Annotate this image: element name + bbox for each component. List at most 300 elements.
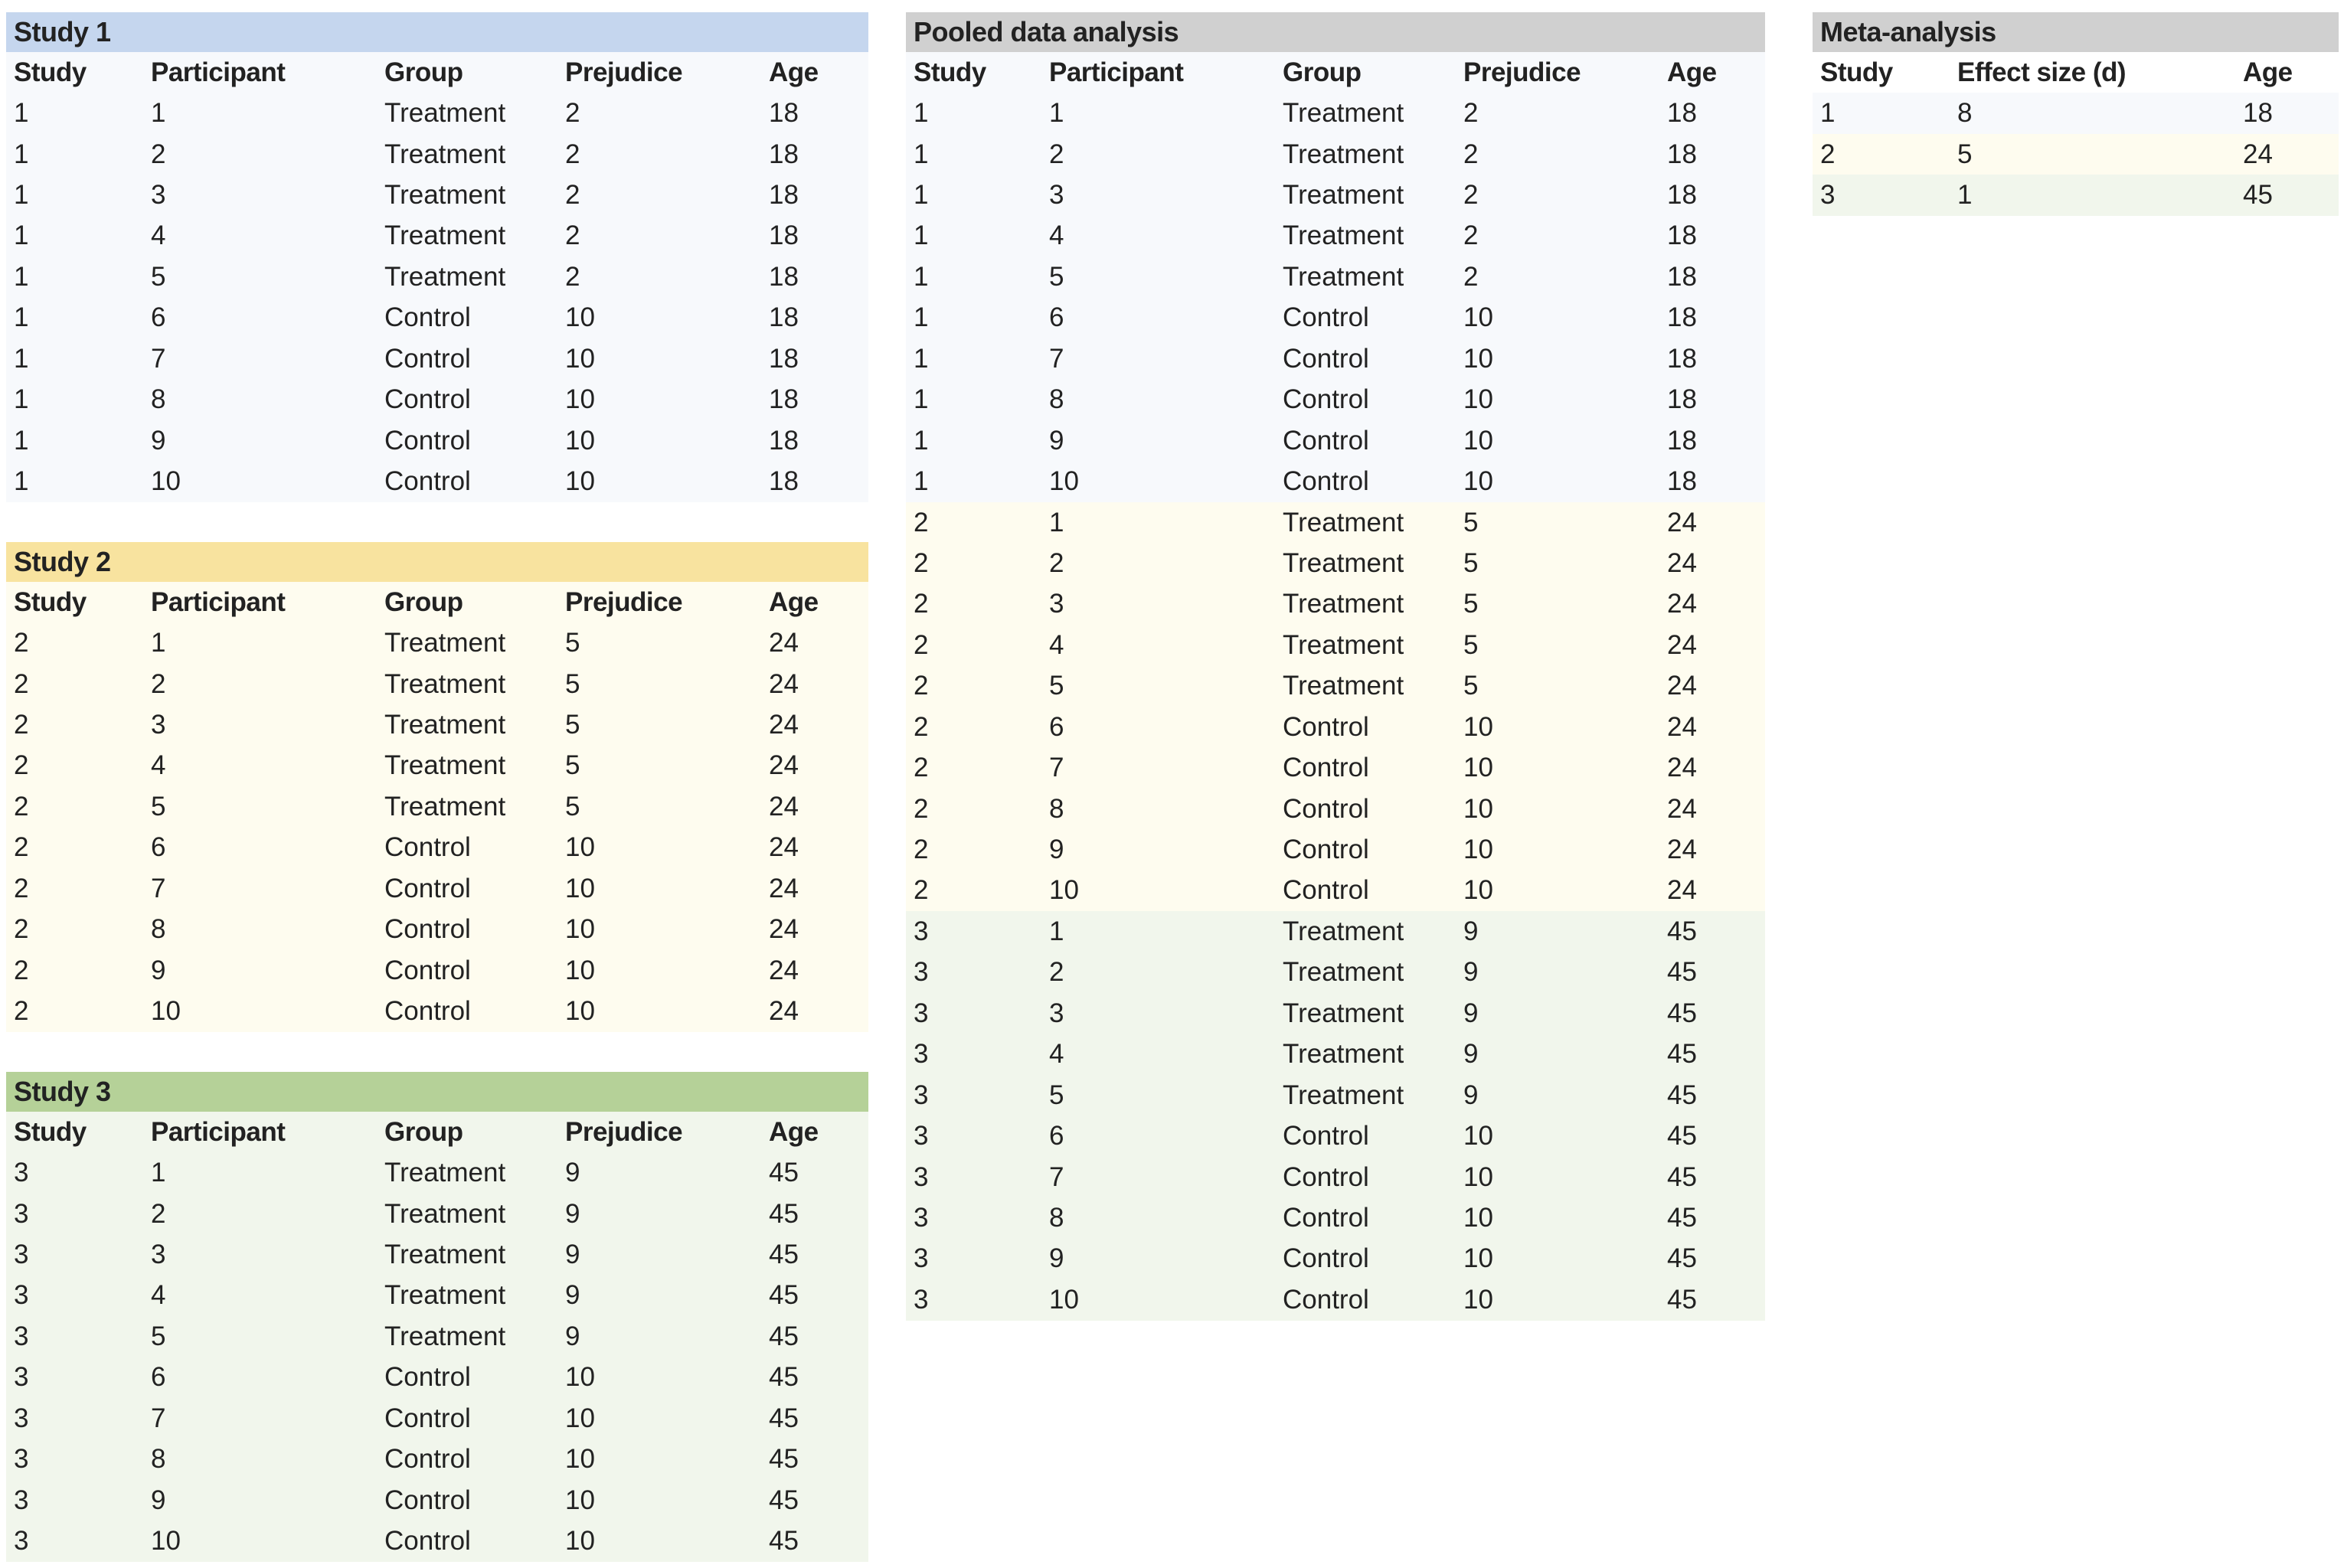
table-cell-participant: 10: [151, 1526, 181, 1557]
table-cell-study: 2: [914, 589, 929, 619]
table-cell-prejudice: 9: [1463, 957, 1479, 988]
table-row: [906, 1157, 1765, 1197]
table-cell-prejudice: 2: [1463, 139, 1479, 169]
table-cell-prejudice: 10: [565, 996, 595, 1027]
table-cell-participant: 1: [151, 1158, 166, 1188]
table-cell-age: 24: [769, 710, 799, 740]
table-cell-study: 3: [14, 1158, 29, 1188]
table-cell-prejudice: 9: [1463, 998, 1479, 1028]
table-cell-group: Treatment: [384, 1280, 506, 1311]
table-cell-age: 18: [1667, 220, 1697, 251]
table-cell-age: 24: [769, 996, 799, 1027]
table-cell-age: 24: [1667, 547, 1697, 578]
table-row: [6, 746, 868, 786]
table-cell-study: 1: [914, 384, 929, 415]
table-cell-group: Control: [1283, 753, 1369, 783]
table-cell-group: Treatment: [1283, 916, 1404, 946]
table-cell-participant: 1: [151, 628, 166, 658]
table-row: [6, 420, 868, 461]
table-row: [6, 93, 868, 133]
table-cell-group: Control: [384, 996, 471, 1027]
study-1-header-prejudice: Prejudice: [565, 57, 683, 87]
table-cell-prejudice: 2: [1463, 261, 1479, 292]
study-1-header-row: [6, 52, 868, 93]
table-cell-age: 18: [769, 98, 799, 129]
table-cell-prejudice: 2: [1463, 220, 1479, 251]
table-cell-group: Control: [1283, 1161, 1369, 1192]
table-cell-prejudice: 5: [565, 710, 580, 740]
table-cell-prejudice: 2: [565, 180, 580, 211]
table-cell-participant: 3: [1049, 998, 1064, 1028]
table-cell-participant: 6: [151, 832, 166, 863]
table-cell-group: Control: [384, 1485, 471, 1515]
table-cell-prejudice: 5: [1463, 507, 1479, 537]
table-cell-prejudice: 10: [565, 1362, 595, 1393]
table-cell-age: 45: [769, 1321, 799, 1351]
table-cell-age: 18: [1667, 98, 1697, 129]
table-cell-prejudice: 10: [565, 1444, 595, 1475]
table-cell-participant: 3: [1049, 180, 1064, 211]
table-cell-age: 18: [769, 384, 799, 415]
table-cell-study: 3: [914, 998, 929, 1028]
table-cell-study: 3: [914, 1202, 929, 1233]
table-row: [906, 420, 1765, 461]
table-row: [906, 584, 1765, 625]
table-cell-study: 2: [914, 835, 929, 865]
table-cell-age: 18: [769, 220, 799, 251]
table-cell-prejudice: 2: [565, 98, 580, 129]
table-cell-prejudice: 2: [565, 220, 580, 251]
table-cell-participant: 9: [1049, 835, 1064, 865]
table-cell-group: Control: [1283, 875, 1369, 906]
table-row: [6, 1276, 868, 1316]
table-cell-study: 2: [14, 996, 29, 1027]
meta-header-effect-size-d: Effect size (d): [1957, 57, 2127, 87]
table-row: [6, 298, 868, 338]
table-cell-participant: 2: [1049, 139, 1064, 169]
table-cell-study: 3: [914, 1161, 929, 1192]
study-2-grid: [6, 582, 868, 1032]
table-cell-prejudice: 9: [1463, 1039, 1479, 1070]
table-cell-study: 1: [14, 343, 29, 374]
table-cell-age: 45: [769, 1362, 799, 1393]
study-3-title: Study 3: [6, 1072, 868, 1112]
table-row: [1813, 175, 2339, 215]
table-row: [906, 461, 1765, 501]
table-cell-group: Control: [384, 343, 471, 374]
table-cell-group: Control: [1283, 1121, 1369, 1152]
table-cell-age: 18: [769, 139, 799, 169]
study-3-header-study: Study: [14, 1116, 87, 1147]
table-cell-age: 18: [1667, 302, 1697, 333]
study-1-body: [6, 93, 868, 501]
table-row: [906, 707, 1765, 747]
table-cell-group: Control: [1283, 1243, 1369, 1274]
table-cell-age: 24: [1667, 711, 1697, 742]
table-cell-study: 2: [914, 875, 929, 906]
study-1-table: [6, 12, 868, 502]
table-cell-group: Treatment: [1283, 1039, 1404, 1070]
table-cell-participant: 4: [151, 220, 166, 251]
table-cell-group: Control: [384, 1526, 471, 1557]
study-2-header-row: [6, 582, 868, 622]
table-cell-prejudice: 10: [565, 425, 595, 456]
table-row: [906, 666, 1765, 707]
table-cell-age: 24: [1667, 629, 1697, 660]
meta-body: [1813, 93, 2339, 215]
table-cell-prejudice: 10: [1463, 425, 1493, 456]
table-cell-group: Control: [384, 466, 471, 497]
table-cell-group: Treatment: [1283, 507, 1404, 537]
pooled-data-grid: [906, 52, 1765, 1321]
table-cell-group: Treatment: [384, 180, 506, 211]
table-cell-participant: 6: [151, 302, 166, 333]
table-cell-prejudice: 10: [1463, 1202, 1493, 1233]
table-cell-prejudice: 10: [1463, 466, 1493, 497]
table-cell-prejudice: 10: [565, 873, 595, 903]
table-cell-participant: 10: [151, 466, 181, 497]
table-cell-group: Treatment: [384, 1158, 506, 1188]
table-cell-age: 24: [1667, 507, 1697, 537]
table-cell-group: Control: [1283, 1202, 1369, 1233]
table-row: [6, 828, 868, 868]
table-cell-participant: 5: [1049, 671, 1064, 701]
table-cell-participant: 6: [1049, 302, 1064, 333]
table-cell-participant: 4: [151, 750, 166, 781]
table-cell-age: 45: [1667, 957, 1697, 988]
table-cell-study: 1: [914, 220, 929, 251]
table-row: [6, 950, 868, 991]
table-cell-prejudice: 10: [565, 914, 595, 945]
table-row: [906, 789, 1765, 829]
table-cell-age: 24: [769, 628, 799, 658]
table-cell-study: 2: [14, 955, 29, 985]
pooled-header-participant: Participant: [1049, 57, 1184, 87]
table-cell-study: 1: [14, 261, 29, 292]
table-cell-participant: 7: [1049, 343, 1064, 374]
table-cell-prejudice: 10: [1463, 1161, 1493, 1192]
study-3-header-participant: Participant: [151, 1116, 286, 1147]
table-cell-prejudice: 9: [1463, 916, 1479, 946]
table-cell-study: 2: [14, 628, 29, 658]
pooled-data-title: Pooled data analysis: [906, 12, 1765, 52]
table-cell-group: Control: [1283, 835, 1369, 865]
table-cell-group: Control: [384, 425, 471, 456]
table-cell-group: Treatment: [1283, 998, 1404, 1028]
table-cell-age: 24: [1667, 671, 1697, 701]
table-cell-participant: 9: [151, 955, 166, 985]
table-cell-age: 18: [769, 180, 799, 211]
table-cell-study: 1: [14, 98, 29, 129]
table-cell-prejudice: 9: [565, 1280, 580, 1311]
table-cell-study: 1: [14, 139, 29, 169]
table-cell-participant: 4: [1049, 1039, 1064, 1070]
table-cell-study: 1: [914, 180, 929, 211]
table-cell-participant: 5: [151, 791, 166, 822]
table-cell-age: 18: [1667, 343, 1697, 374]
table-cell-participant: 8: [151, 384, 166, 415]
table-cell-group: Treatment: [1283, 98, 1404, 129]
pooled-data-table: [906, 12, 1765, 1321]
table-cell-participant: 8: [1049, 793, 1064, 824]
table-cell-age: 24: [769, 955, 799, 985]
study-2-header-study: Study: [14, 586, 87, 617]
table-cell-participant: 10: [1049, 875, 1079, 906]
table-row: [906, 829, 1765, 870]
table-cell-prejudice: 2: [1463, 98, 1479, 129]
table-row: [906, 502, 1765, 543]
table-cell-age: 45: [1667, 1284, 1697, 1315]
table-row: [6, 175, 868, 215]
table-cell-group: Control: [1283, 1284, 1369, 1315]
table-cell-age: 24: [769, 914, 799, 945]
table-cell-study: 1: [14, 384, 29, 415]
table-cell-group: Treatment: [384, 220, 506, 251]
table-cell-study: 3: [914, 1284, 929, 1315]
table-cell-age: 45: [1667, 1080, 1697, 1110]
table-cell-group: Control: [384, 1362, 471, 1393]
table-cell-study: 2: [914, 793, 929, 824]
table-cell-study: 1: [914, 98, 929, 129]
study-1-header-age: Age: [769, 57, 819, 87]
table-cell-participant: 7: [151, 343, 166, 374]
table-cell-group: Treatment: [384, 261, 506, 292]
table-cell-participant: 1: [1049, 98, 1064, 129]
table-row: [906, 1034, 1765, 1075]
table-row: [906, 1075, 1765, 1116]
table-cell-study: 2: [914, 547, 929, 578]
table-row: [6, 1316, 868, 1357]
table-cell-group: Control: [384, 384, 471, 415]
study-1-header-participant: Participant: [151, 57, 286, 87]
table-cell-age: 24: [1667, 589, 1697, 619]
table-row: [906, 625, 1765, 665]
table-cell-age: 45: [1667, 1243, 1697, 1274]
table-cell-participant: 8: [151, 1444, 166, 1475]
study-2-body: [6, 622, 868, 1031]
table-cell-age: 45: [1667, 1121, 1697, 1152]
table-row: [1813, 134, 2339, 175]
table-cell-prejudice: 10: [565, 1485, 595, 1515]
table-cell-effect-size-d: 5: [1957, 139, 1973, 169]
table-cell-age: 18: [1667, 261, 1697, 292]
table-cell-group: Treatment: [384, 628, 506, 658]
table-cell-study: 3: [914, 1243, 929, 1274]
table-cell-study: 1: [914, 425, 929, 456]
meta-analysis-table: [1813, 12, 2339, 216]
table-cell-study: 2: [14, 710, 29, 740]
table-cell-prejudice: 10: [565, 384, 595, 415]
table-cell-study: 1: [1820, 98, 1836, 129]
table-cell-group: Treatment: [1283, 1080, 1404, 1110]
table-cell-age: 45: [769, 1240, 799, 1270]
table-cell-group: Treatment: [384, 710, 506, 740]
table-cell-group: Control: [384, 873, 471, 903]
table-cell-prejudice: 10: [1463, 343, 1493, 374]
table-row: [6, 1234, 868, 1275]
study-2-title: Study 2: [6, 542, 868, 582]
table-cell-study: 2: [914, 711, 929, 742]
table-cell-age: 18: [1667, 139, 1697, 169]
table-cell-age: 45: [2243, 180, 2273, 211]
pooled-header-age: Age: [1667, 57, 1717, 87]
table-row: [6, 134, 868, 175]
table-cell-study: 2: [14, 914, 29, 945]
table-cell-group: Treatment: [384, 1240, 506, 1270]
table-cell-participant: 10: [1049, 1284, 1079, 1315]
pooled-body: [906, 93, 1765, 1320]
table-cell-group: Control: [1283, 384, 1369, 415]
table-cell-participant: 8: [151, 914, 166, 945]
table-cell-participant: 10: [151, 996, 181, 1027]
table-cell-prejudice: 10: [1463, 1121, 1493, 1152]
table-cell-age: 45: [769, 1280, 799, 1311]
table-cell-age: 18: [769, 466, 799, 497]
table-cell-prejudice: 2: [565, 261, 580, 292]
table-cell-participant: 2: [151, 139, 166, 169]
table-cell-group: Treatment: [1283, 547, 1404, 578]
table-cell-age: 24: [1667, 875, 1697, 906]
table-row: [906, 256, 1765, 297]
table-cell-age: 24: [769, 668, 799, 699]
table-cell-participant: 4: [1049, 629, 1064, 660]
table-cell-group: Control: [384, 302, 471, 333]
table-cell-prejudice: 5: [1463, 671, 1479, 701]
table-cell-prejudice: 10: [565, 1403, 595, 1433]
table-cell-participant: 2: [151, 1198, 166, 1229]
table-cell-prejudice: 5: [1463, 589, 1479, 619]
table-cell-participant: 9: [1049, 425, 1064, 456]
table-cell-participant: 6: [151, 1362, 166, 1393]
table-cell-prejudice: 10: [565, 343, 595, 374]
table-cell-study: 1: [914, 261, 929, 292]
table-cell-study: 2: [914, 629, 929, 660]
table-cell-group: Control: [1283, 466, 1369, 497]
table-cell-age: 45: [1667, 1039, 1697, 1070]
table-cell-age: 18: [1667, 384, 1697, 415]
table-cell-prejudice: 10: [565, 302, 595, 333]
table-cell-age: 24: [769, 873, 799, 903]
table-row: [906, 134, 1765, 175]
table-row: [906, 747, 1765, 788]
table-cell-prejudice: 2: [565, 139, 580, 169]
table-row: [6, 1521, 868, 1561]
pooled-header-study: Study: [914, 57, 986, 87]
table-cell-age: 45: [1667, 916, 1697, 946]
table-cell-study: 2: [1820, 139, 1836, 169]
table-cell-study: 3: [14, 1444, 29, 1475]
table-cell-age: 45: [1667, 998, 1697, 1028]
table-row: [6, 991, 868, 1031]
table-cell-prejudice: 10: [565, 955, 595, 985]
table-cell-group: Control: [384, 832, 471, 863]
table-cell-study: 2: [914, 507, 929, 537]
table-cell-effect-size-d: 8: [1957, 98, 1973, 129]
table-cell-participant: 7: [151, 1403, 166, 1433]
table-cell-prejudice: 10: [565, 832, 595, 863]
study-1-header-group: Group: [384, 57, 463, 87]
table-row: [906, 911, 1765, 952]
table-cell-group: Control: [384, 955, 471, 985]
study-1-grid: [6, 52, 868, 502]
table-cell-study: 3: [14, 1526, 29, 1557]
table-cell-age: 24: [769, 791, 799, 822]
table-cell-prejudice: 5: [565, 628, 580, 658]
table-cell-participant: 3: [1049, 589, 1064, 619]
table-cell-prejudice: 10: [1463, 793, 1493, 824]
table-cell-age: 45: [769, 1198, 799, 1229]
meta-header-row: [1813, 52, 2339, 93]
study-3-header-prejudice: Prejudice: [565, 1116, 683, 1147]
table-cell-prejudice: 5: [1463, 547, 1479, 578]
table-cell-group: Treatment: [384, 668, 506, 699]
table-cell-study: 3: [914, 916, 929, 946]
table-row: [906, 1239, 1765, 1279]
table-cell-prejudice: 9: [565, 1198, 580, 1229]
table-cell-participant: 6: [1049, 1121, 1064, 1152]
table-cell-study: 1: [914, 343, 929, 374]
table-cell-prejudice: 10: [1463, 302, 1493, 333]
table-cell-participant: 8: [1049, 1202, 1064, 1233]
table-cell-participant: 9: [1049, 1243, 1064, 1274]
study-2-header-age: Age: [769, 586, 819, 617]
table-row: [906, 93, 1765, 133]
study-3-body: [6, 1152, 868, 1561]
table-cell-study: 3: [14, 1321, 29, 1351]
table-cell-age: 18: [1667, 425, 1697, 456]
table-cell-prejudice: 9: [565, 1321, 580, 1351]
table-cell-group: Treatment: [1283, 957, 1404, 988]
table-cell-participant: 2: [1049, 547, 1064, 578]
table-cell-age: 18: [769, 343, 799, 374]
table-cell-study: 3: [14, 1198, 29, 1229]
table-cell-study: 3: [914, 1080, 929, 1110]
table-row: [6, 1439, 868, 1480]
table-row: [906, 175, 1765, 215]
table-row: [906, 216, 1765, 256]
table-row: [906, 1279, 1765, 1320]
table-cell-group: Treatment: [1283, 589, 1404, 619]
study-2-table: [6, 542, 868, 1032]
study-3-header-row: [6, 1112, 868, 1152]
table-cell-prejudice: 10: [1463, 753, 1493, 783]
table-cell-study: 2: [14, 873, 29, 903]
table-cell-prejudice: 5: [565, 791, 580, 822]
table-cell-participant: 5: [151, 1321, 166, 1351]
pooled-header-group: Group: [1283, 57, 1362, 87]
table-cell-group: Treatment: [1283, 139, 1404, 169]
table-row: [906, 993, 1765, 1034]
table-cell-study: 2: [14, 791, 29, 822]
meta-header-age: Age: [2243, 57, 2293, 87]
table-cell-participant: 2: [151, 668, 166, 699]
table-cell-study: 2: [14, 832, 29, 863]
table-row: [6, 1398, 868, 1439]
table-cell-study: 1: [14, 425, 29, 456]
table-cell-participant: 8: [1049, 384, 1064, 415]
table-cell-prejudice: 10: [565, 1526, 595, 1557]
table-cell-age: 24: [1667, 835, 1697, 865]
table-cell-study: 3: [14, 1362, 29, 1393]
table-row: [6, 256, 868, 297]
table-cell-participant: 9: [151, 425, 166, 456]
table-cell-study: 3: [1820, 180, 1836, 211]
table-cell-prejudice: 5: [565, 668, 580, 699]
table-cell-prejudice: 5: [1463, 629, 1479, 660]
table-row: [1813, 93, 2339, 133]
table-cell-age: 18: [769, 261, 799, 292]
table-cell-participant: 4: [1049, 220, 1064, 251]
